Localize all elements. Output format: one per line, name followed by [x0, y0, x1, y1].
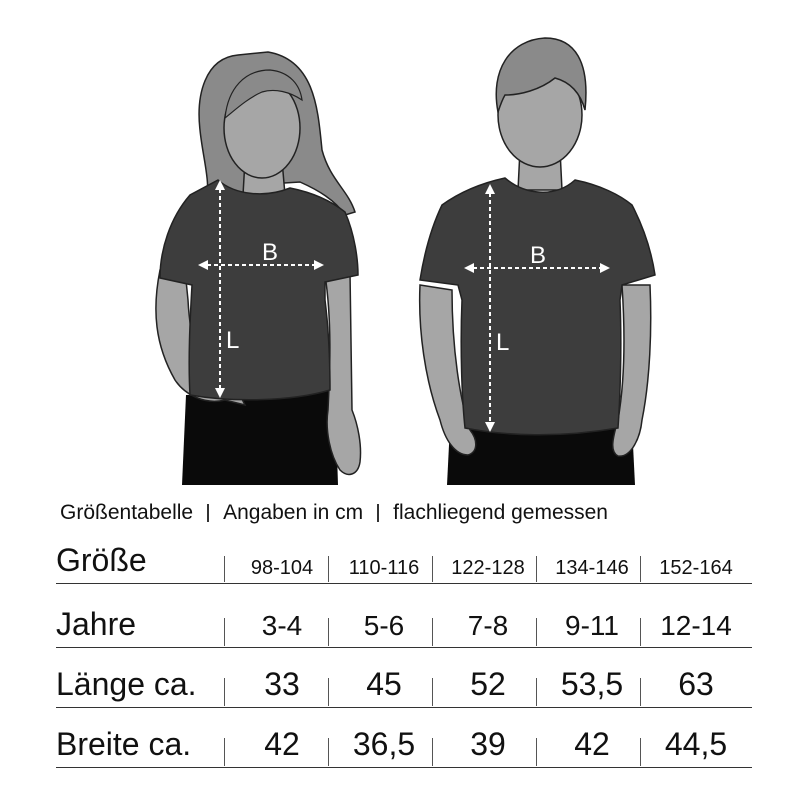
row-laenge [56, 654, 752, 708]
row-rule [56, 767, 752, 768]
header-divider [207, 504, 209, 522]
unit-note: Angaben in cm [223, 501, 364, 524]
column-divider [224, 618, 225, 646]
row-label: Jahre [56, 606, 137, 642]
table-cell: 44,5 [664, 726, 728, 762]
table-cell: 63 [678, 666, 714, 702]
girl-pants [182, 390, 338, 485]
table-cell: 9-11 [565, 610, 619, 641]
row-label: Länge ca. [56, 666, 197, 702]
column-divider [224, 738, 225, 766]
row-rule [56, 583, 752, 584]
table-cell: 5-6 [363, 610, 405, 641]
row-jahre [56, 594, 752, 648]
column-divider [224, 678, 225, 706]
table-cell: 98-104 [250, 557, 314, 579]
boy-figure [420, 38, 655, 485]
table-cell: 53,5 [560, 666, 624, 702]
boy-length-label: L [496, 329, 510, 356]
size-chart-header [60, 498, 760, 528]
table-cell: 122-128 [451, 557, 525, 579]
girl-width-label: B [262, 239, 279, 266]
method-note: flachliegend gemessen [393, 501, 608, 524]
row-groesse [56, 530, 752, 584]
row-breite [56, 714, 752, 768]
row-rule [56, 707, 752, 708]
table-cell: 134-146 [555, 557, 629, 579]
table-cell: 39 [470, 726, 506, 762]
boy-width-label: B [530, 242, 547, 269]
girl-length-label: L [226, 327, 240, 354]
table-cell: 12-14 [660, 610, 732, 641]
column-divider [224, 556, 225, 582]
row-rule [56, 647, 752, 648]
table-cell: 36,5 [352, 726, 416, 762]
table-cell: 110-116 [348, 557, 420, 579]
size-chart-title: Größentabelle [60, 501, 194, 524]
table-cell: 52 [470, 666, 506, 702]
header-divider [377, 504, 379, 522]
table-cell: 42 [264, 726, 300, 762]
row-label: Breite ca. [56, 726, 192, 762]
table-cell: 152-164 [659, 557, 733, 579]
table-cell: 7-8 [467, 610, 509, 641]
girl-figure [156, 52, 361, 485]
table-cell: 33 [264, 666, 300, 702]
table-cell: 3-4 [261, 610, 303, 641]
table-cell: 45 [366, 666, 402, 702]
table-cell: 42 [574, 726, 610, 762]
row-label: Größe [56, 542, 147, 578]
